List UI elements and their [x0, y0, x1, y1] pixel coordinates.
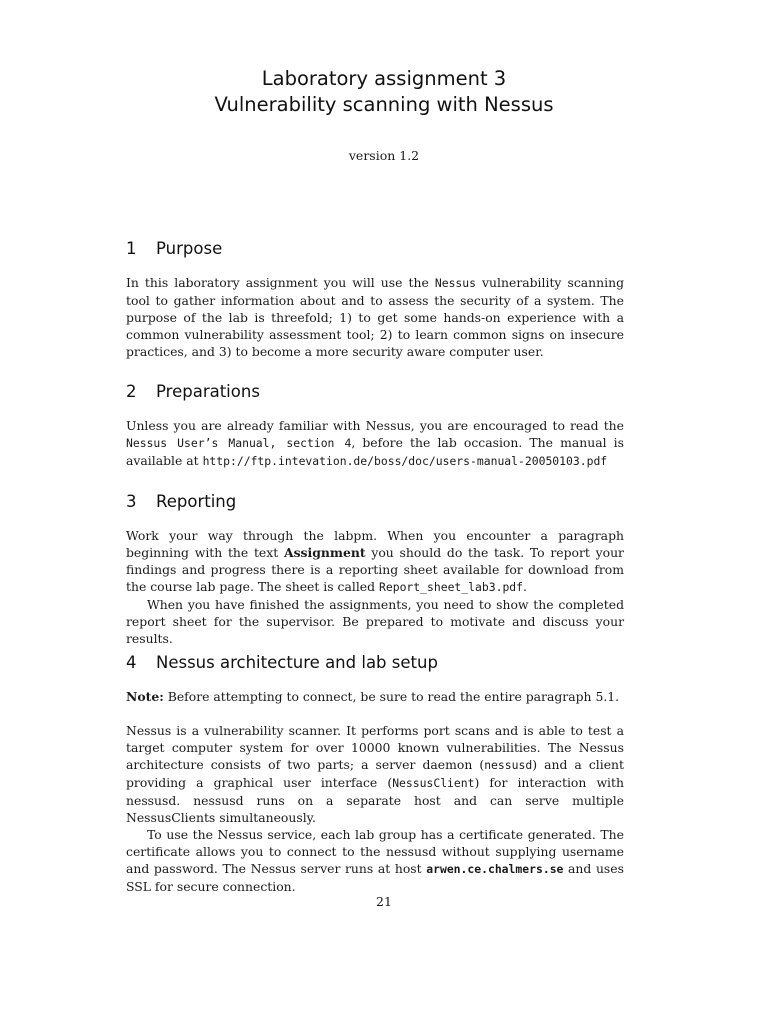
section-number: 3: [126, 492, 137, 511]
inline-code: NessusClient: [392, 776, 475, 790]
paragraph: When you have finished the assignments, you need to show the completed report sheet for the supervisor. Be prepared to motivate and discuss your results.: [126, 597, 624, 646]
section-architecture: [126, 652, 624, 895]
section-heading: [126, 652, 624, 674]
section-preparations: [126, 381, 624, 470]
section-heading: [126, 491, 624, 513]
page-number: 21: [376, 894, 392, 909]
section-purpose: [126, 238, 624, 360]
title-block: [0, 66, 768, 118]
section-title: Purpose: [156, 239, 223, 258]
paragraph: Nessus is a vulnerability scanner. It performs port scans and is able to test a target computer system for over 10000 known vulnerabilities. The Nessus architecture consists of two parts; a server daemon (nessusd) and a client providing a graphical user interface (NessusClient) for interaction with nessusd. nessusd runs on a separate host and can serve multiple NessusClients simultaneously.: [126, 723, 625, 825]
title-line-2: Vulnerability scanning with Nessus: [214, 93, 554, 116]
section-number: 2: [126, 382, 137, 401]
note-label: Note:: [126, 689, 164, 704]
inline-code: Report_sheet_lab3.pdf: [379, 580, 524, 594]
manual-url: http://ftp.intevation.de/boss/doc/users-manual-20050103.pdf: [202, 454, 608, 468]
title-line-1: Laboratory assignment 3: [261, 67, 507, 90]
assignment-keyword: Assignment: [283, 545, 366, 560]
host-name: arwen.ce.chalmers.se: [426, 862, 564, 876]
paragraph: Unless you are already familiar with Nessus, you are encouraged to read the Nessus User’s Manual, section 4, before the lab occasion. The manual is available at http://ftp.intevation.de/boss/doc/users-manual-20050103.pdf: [126, 418, 624, 468]
paragraph: Work your way through the labpm. When you encounter a paragraph beginning with the text Assignment you should do the task. To report your findings and progress there is a reporting sheet available for download from the course lab page. The sheet is called Report_sheet_lab3.pdf.: [126, 528, 624, 594]
inline-code: Nessus: [434, 276, 477, 290]
section-heading: [126, 238, 624, 260]
section-number: 1: [126, 239, 137, 258]
section-reporting: [126, 491, 624, 647]
section-number: 4: [126, 653, 137, 672]
inline-code: Nessus User’s Manual, section 4: [126, 436, 352, 450]
version-label: version 1.2: [348, 148, 420, 163]
section-title: Preparations: [156, 382, 260, 401]
note-paragraph: Note: Before attempting to connect, be sure to read the entire paragraph 5.1.: [126, 689, 620, 704]
paragraph: In this laboratory assignment you will use the Nessus vulnerability scanning tool to gather information about and to assess the security of a system. The purpose of the lab is threefold; 1) to get some hands-on experience with a common vulnerability assessment tool; 2) to learn common signs on insecure practices, and 3) to become a more security aware computer user.: [126, 275, 624, 359]
paragraph: To use the Nessus service, each lab group has a certificate generated. The certificate allows you to connect to the nessusd without supplying username and password. The Nessus server runs at host arwen.ce.chalmers.se and uses SSL for secure connection.: [126, 827, 624, 894]
section-heading: [126, 381, 624, 403]
section-title: Nessus architecture and lab setup: [156, 653, 438, 672]
inline-code: nessusd: [484, 758, 533, 772]
section-title: Reporting: [156, 492, 237, 511]
